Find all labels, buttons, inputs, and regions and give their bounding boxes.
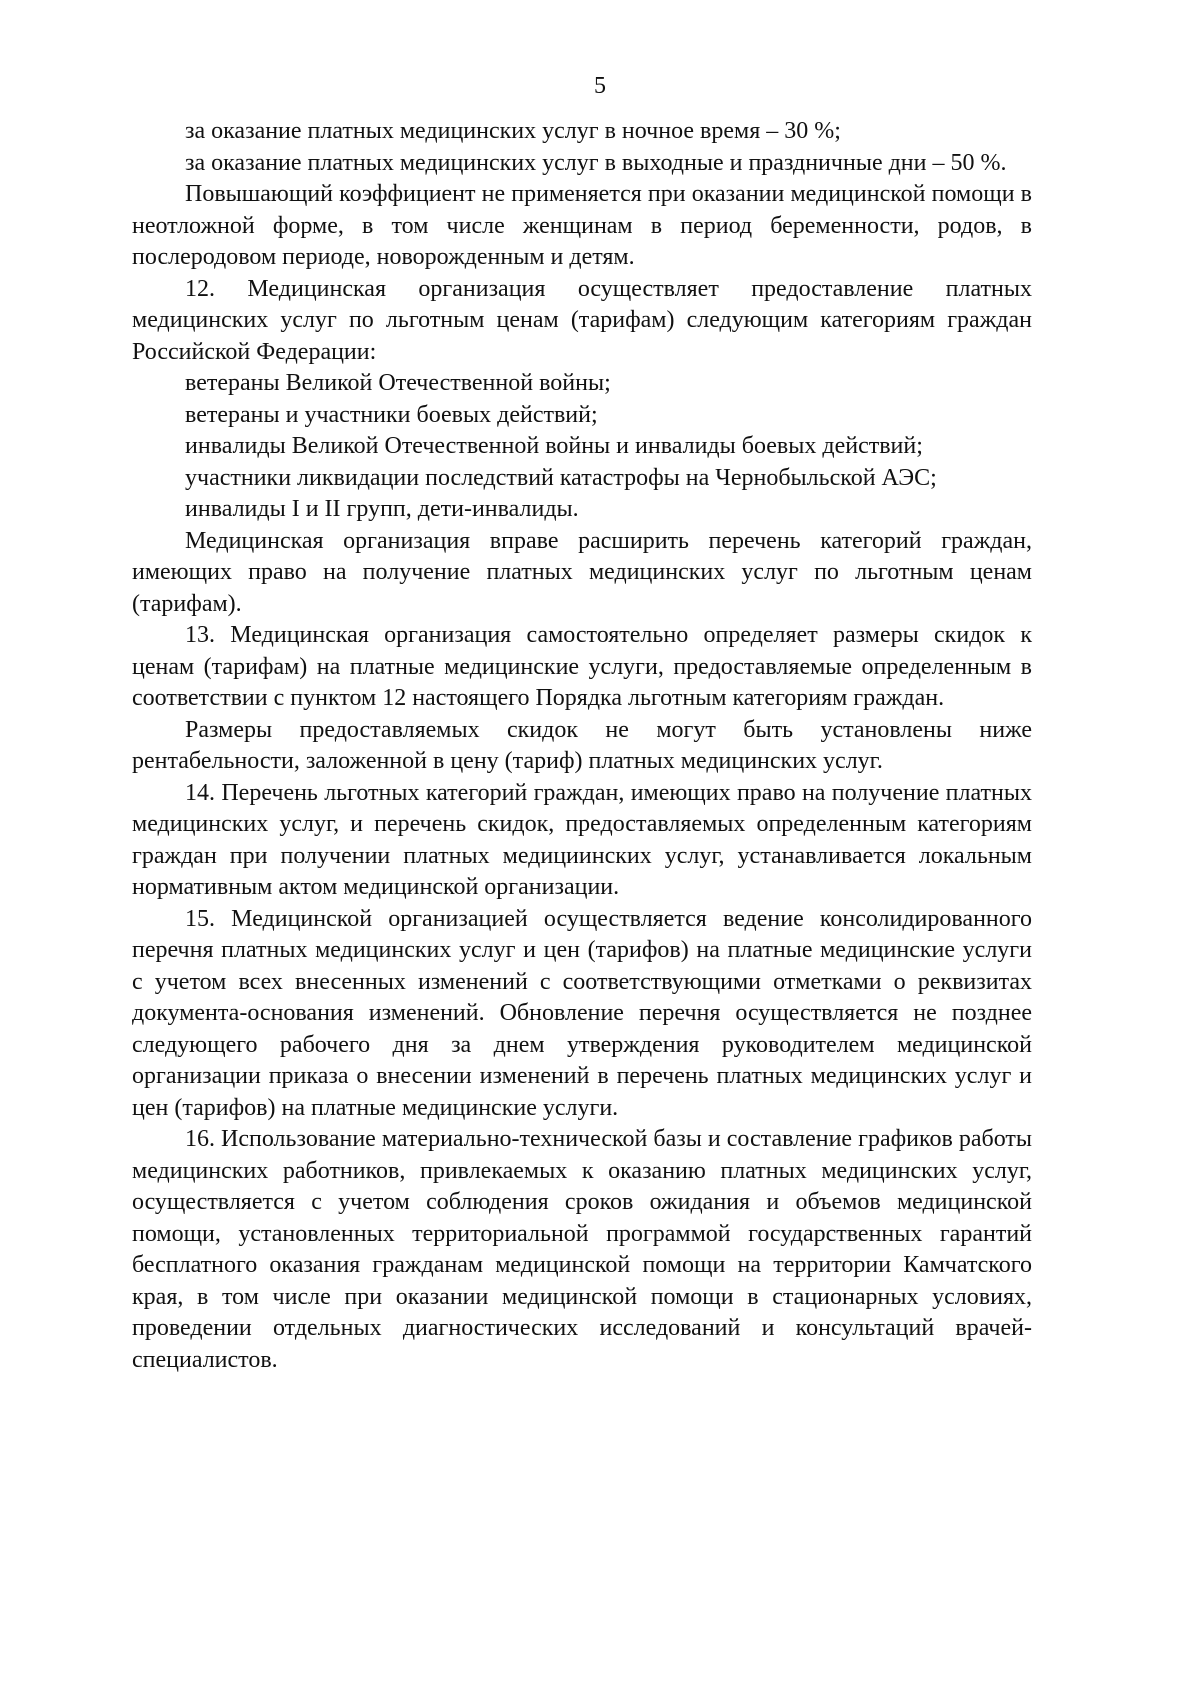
paragraph-discount-limit: Размеры предоставляемых скидок не могут быть установлены ниже рентабельности, заложенной в цену (тариф) платных медицинских услуг. [132, 716, 1032, 774]
list-item-disabled-wwii: инвалиды Великой Отечественной войны и инвалиды боевых действий; [185, 433, 923, 459]
paragraph-item-15: 15. Медицинской организацией осуществляется ведение консолидированного перечня платных медицинских услуг и цен (тарифов) на платные медицинские услуги с учетом всех внесенных изменений с соответствующими отметками о реквизитах документа-основания изменений. Обновление перечня осуществляется не позднее следующего рабочего дня за днем утверждения руководителем медицинской организации приказа о внесении изменений в перечень платных медицинских услуг и цен (тарифов) на платные медицинские услуги. [132, 905, 1032, 1121]
paragraph-item-16: 16. Использование материально-технической базы и составление графиков работы медицинских работников, привлекаемых к оказанию платных медицинских услуг, осуществляется с учетом соблюдения сроков ожидания и объемов медицинской помощи, установленных территориальной программой государственных гарантий бесплатного оказания гражданам медицинской помощи на территории Камчатского края, в том числе при оказании медицинской помощи в стационарных условиях, проведении отдельных диагностических исследований и консультаций врачей-специалистов. [132, 1126, 1032, 1373]
paragraph-surcharge-night: за оказание платных медицинских услуг в ночное время – 30 %; [185, 118, 841, 144]
page-number: 5 [594, 73, 606, 99]
paragraph-surcharge-holidays: за оказание платных медицинских услуг в выходные и праздничные дни – 50 %. [185, 149, 1007, 176]
paragraph-coefficient-exception: Повышающий коэффициент не применяется при оказании медицинской помощи в неотложной форме, в том числе женщинам в период беременности, родов, в послеродовом периоде, новорожденным и детям. [132, 181, 1032, 270]
paragraph-item-12: 12. Медицинская организация осуществляет предоставление платных медицинских услуг по льготным ценам (тарифам) следующим категориям граждан Российской Федерации: [132, 275, 1032, 365]
list-item-disabled-groups: инвалиды I и II групп, дети-инвалиды. [185, 496, 579, 522]
paragraph-extend-categories: Медицинская организация вправе расширить перечень категорий граждан, имеющих право на получение платных медицинских услуг по льготным ценам (тарифам). [132, 527, 1032, 617]
list-item-chernobyl: участники ликвидации последствий катастрофы на Чернобыльской АЭС; [185, 464, 937, 491]
document-body [132, 116, 1032, 1376]
list-item-veterans-wwii: ветераны Великой Отечественной войны; [185, 370, 611, 396]
list-item-combat-veterans: ветераны и участники боевых действий; [185, 401, 598, 428]
paragraph-item-13: 13. Медицинская организация самостоятельно определяет размеры скидок к ценам (тарифам) на платные медицинские услуги, предоставляемые определенным в соответствии с пунктом 12 настоящего Порядка льготным категориям граждан. [132, 622, 1032, 711]
paragraph-item-14: 14. Перечень льготных категорий граждан, имеющих право на получение платных медицинских услуг, и перечень скидок, предоставляемых определенным категориям граждан при получении платных медициинских услуг, устанавливается локальным нормативным актом медицинской организации. [132, 779, 1032, 900]
